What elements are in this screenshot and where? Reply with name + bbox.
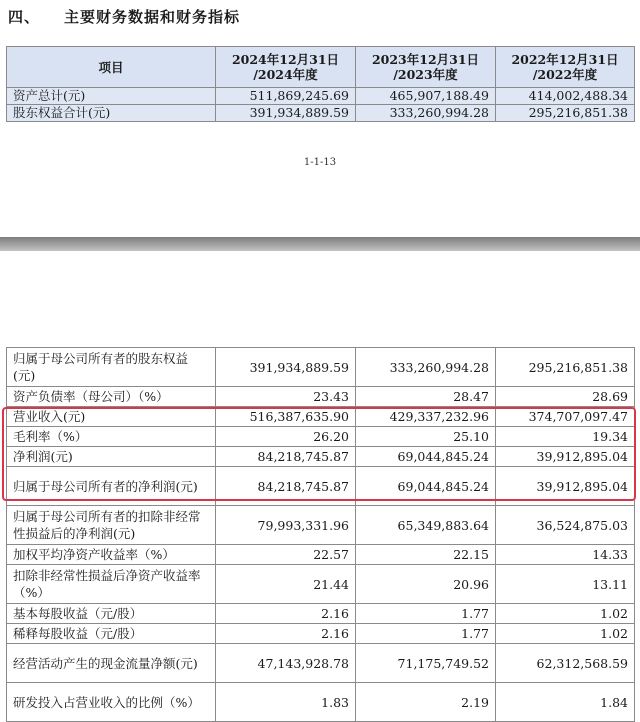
table-row — [7, 427, 635, 447]
value-2023: 71,175,749.52 — [356, 644, 496, 683]
value-2023: 333,260,994.28 — [356, 348, 496, 387]
value-2023: 333,260,994.28 — [356, 105, 496, 122]
row-label: 经营活动产生的现金流量净额(元) — [7, 644, 216, 683]
value-2023: 1.77 — [356, 624, 496, 644]
table-row — [7, 348, 635, 387]
section-number: 四、 — [8, 8, 41, 26]
value-2022: 13.11 — [496, 565, 635, 604]
value-2022: 28.69 — [496, 387, 635, 407]
table-row — [7, 387, 635, 407]
value-2024: 84,218,745.87 — [216, 467, 356, 506]
table-row — [7, 545, 635, 565]
value-2022: 1.02 — [496, 604, 635, 624]
table-row — [7, 624, 635, 644]
row-label: 净利润(元) — [7, 447, 216, 467]
value-2023: 65,349,883.64 — [356, 506, 496, 545]
table-row — [7, 467, 635, 506]
table-row — [7, 447, 635, 467]
value-2023: 465,907,188.49 — [356, 88, 496, 105]
value-2023: 2.19 — [356, 683, 496, 722]
value-2023: 69,044,845.24 — [356, 447, 496, 467]
value-2024: 47,143,928.78 — [216, 644, 356, 683]
row-label: 归属于母公司所有者的净利润(元) — [7, 467, 216, 506]
value-2024: 2.16 — [216, 604, 356, 624]
value-2024: 516,387,635.90 — [216, 407, 356, 427]
value-2024: 26.20 — [216, 427, 356, 447]
row-label: 资产负债率（母公司）（%） — [7, 387, 216, 407]
section-heading — [8, 6, 240, 27]
value-2022: 36,524,875.03 — [496, 506, 635, 545]
value-2024: 22.57 — [216, 545, 356, 565]
value-2024: 1.83 — [216, 683, 356, 722]
row-label: 股东权益合计(元) — [7, 105, 216, 122]
value-2024: 391,934,889.59 — [216, 348, 356, 387]
value-2022: 1.84 — [496, 683, 635, 722]
table-row — [7, 105, 635, 122]
value-2022: 295,216,851.38 — [496, 348, 635, 387]
value-2024: 84,218,745.87 — [216, 447, 356, 467]
row-label: 归属于母公司所有者的股东权益(元) — [7, 348, 216, 387]
table-row — [7, 565, 635, 604]
row-label: 加权平均净资产收益率（%） — [7, 545, 216, 565]
value-2023: 25.10 — [356, 427, 496, 447]
value-2023: 28.47 — [356, 387, 496, 407]
value-2022: 39,912,895.04 — [496, 447, 635, 467]
value-2024: 23.43 — [216, 387, 356, 407]
table-row — [7, 88, 635, 105]
value-2024: 79,993,331.96 — [216, 506, 356, 545]
value-2022: 62,312,568.59 — [496, 644, 635, 683]
header-2022: 2022年12月31日 /2022年度 — [496, 47, 635, 88]
value-2022: 14.33 — [496, 545, 635, 565]
row-label: 归属于母公司所有者的扣除非经常性损益后的净利润(元) — [7, 506, 216, 545]
page-number: 1-1-13 — [303, 157, 337, 168]
value-2022: 19.34 — [496, 427, 635, 447]
value-2023: 20.96 — [356, 565, 496, 604]
value-2024: 391,934,889.59 — [216, 105, 356, 122]
row-label: 稀释每股收益（元/股） — [7, 624, 216, 644]
value-2022: 414,002,488.34 — [496, 88, 635, 105]
value-2023: 1.77 — [356, 604, 496, 624]
header-item: 项目 — [7, 47, 216, 88]
row-label: 基本每股收益（元/股） — [7, 604, 216, 624]
header-2023: 2023年12月31日 /2023年度 — [356, 47, 496, 88]
value-2023: 69,044,845.24 — [356, 467, 496, 506]
financial-summary-table-top — [6, 46, 635, 122]
value-2024: 2.16 — [216, 624, 356, 644]
value-2023: 429,337,232.96 — [356, 407, 496, 427]
table-row — [7, 407, 635, 427]
value-2022: 374,707,097.47 — [496, 407, 635, 427]
value-2023: 22.15 — [356, 545, 496, 565]
table-row — [7, 506, 635, 545]
value-2022: 1.02 — [496, 624, 635, 644]
page-break-divider — [0, 237, 640, 251]
section-title: 主要财务数据和财务指标 — [64, 8, 241, 26]
table-row — [7, 683, 635, 722]
table-row — [7, 644, 635, 683]
row-label: 毛利率（%） — [7, 427, 216, 447]
header-2024: 2024年12月31日 /2024年度 — [216, 47, 356, 88]
value-2022: 295,216,851.38 — [496, 105, 635, 122]
value-2024: 21.44 — [216, 565, 356, 604]
financial-summary-table-bottom — [6, 347, 635, 722]
row-label: 扣除非经常性损益后净资产收益率（%） — [7, 565, 216, 604]
row-label: 资产总计(元) — [7, 88, 216, 105]
table-header-row — [7, 47, 635, 88]
value-2022: 39,912,895.04 — [496, 467, 635, 506]
row-label: 营业收入(元) — [7, 407, 216, 427]
row-label: 研发投入占营业收入的比例（%） — [7, 683, 216, 722]
value-2024: 511,869,245.69 — [216, 88, 356, 105]
table-row — [7, 604, 635, 624]
